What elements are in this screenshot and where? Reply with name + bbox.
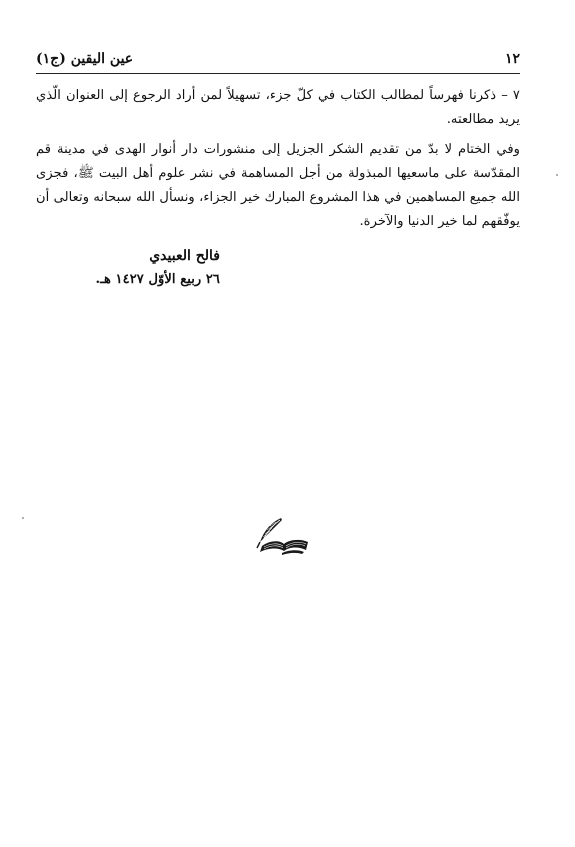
page-body — [36, 84, 520, 292]
signature-name: فالح العبيدي — [149, 248, 220, 264]
running-title: عين اليقين (ج١) — [36, 51, 134, 67]
page-number: ١٢ — [504, 51, 520, 67]
signature-date: ٢٦ ربيع الأوّل ١٤٢٧ هـ. — [95, 272, 220, 287]
page-header — [36, 48, 520, 70]
quill-and-book-ornament-icon — [254, 516, 310, 556]
closing-paragraph: وفي الختام لا بدّ من تقديم الشكر الجزيل إلى منشورات دار أنوار الهدى في مدينة قم المقدّسة على ماسعيها المبذولة من أجل المساهمة في نشر علوم أهل البيت ﷺ، فجزى الله جميع المساهمين في هذا المشروع المبارك خير الجزاء، ونسأل الله سبحانه وتعالى أن يوفّقهم لما خير الدنيا والآخرة. — [36, 142, 520, 229]
list-item-7: ٧ – ذكرنا فهرساً لمطالب الكتاب في كلّ جزء، تسهيلاً لمن أراد الرجوع إلى العنوان الّذي يريد مطالعته. — [36, 88, 520, 127]
margin-mark — [22, 517, 24, 519]
margin-mark — [556, 174, 558, 176]
header-rule — [36, 73, 520, 74]
